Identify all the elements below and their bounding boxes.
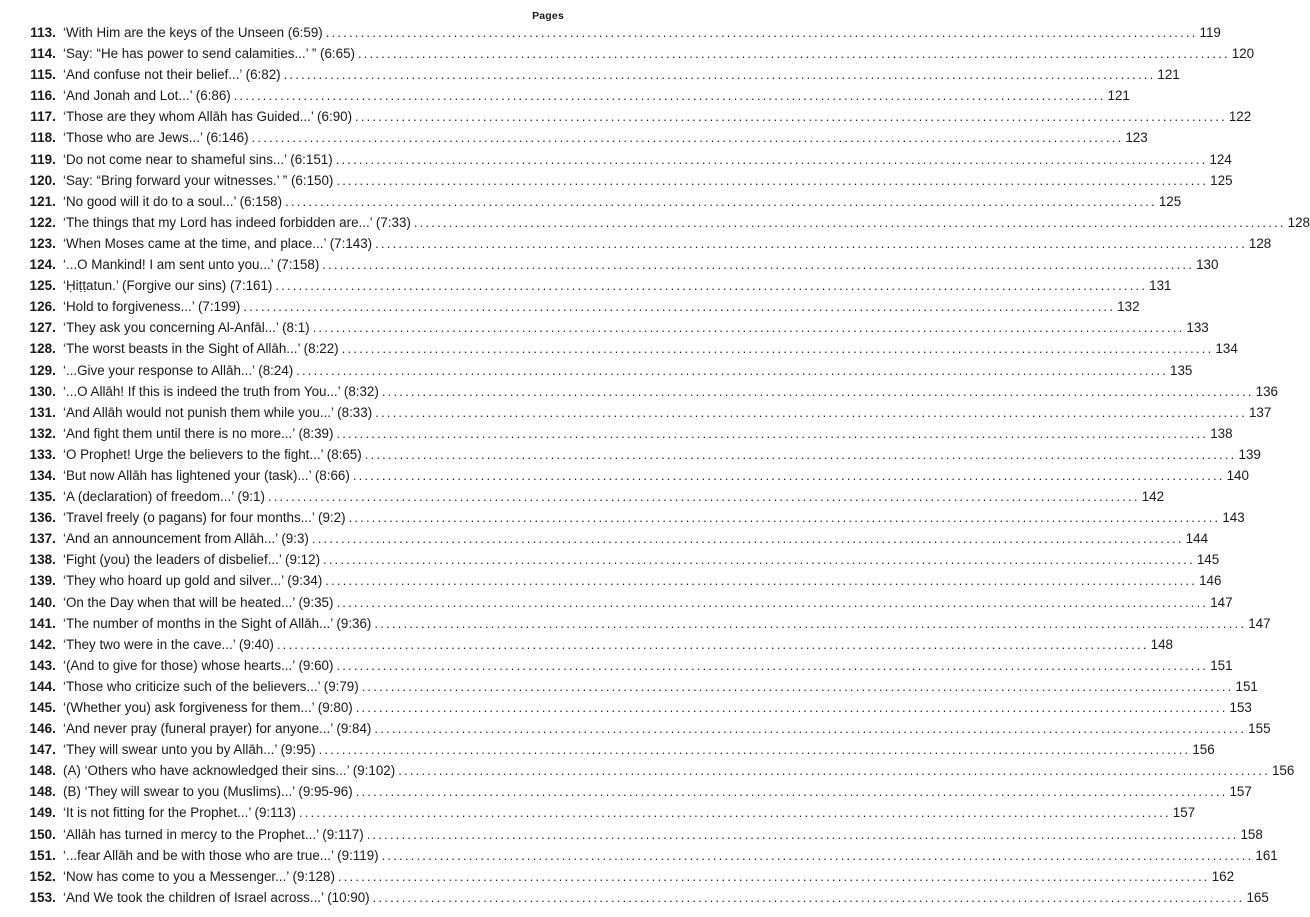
dot-leader: ...................................................................................................................................................... (375, 404, 1247, 420)
toc-entry (0, 570, 1222, 591)
entry-number: 137. (29, 531, 56, 547)
entry-title: ‘They ask you concerning Al-Anfāl...’ (8:1) (63, 320, 310, 336)
dot-leader: ...................................................................................................................................................... (352, 467, 1225, 483)
entry-number: 143. (29, 657, 56, 673)
toc-list (0, 22, 1310, 908)
toc-entry (0, 781, 1252, 802)
dot-leader: ...................................................................................................................................................... (398, 763, 1270, 779)
entry-line (63, 845, 1278, 866)
entry-number: 152. (29, 868, 56, 884)
entry-line (63, 866, 1235, 887)
entry-title: ‘And Jonah and Lot...’ (6:86) (63, 88, 231, 104)
entry-number: 117. (30, 109, 56, 125)
toc-entry (0, 191, 1182, 212)
dot-leader: ...................................................................................................................................................... (322, 257, 1195, 273)
entry-line (63, 43, 1255, 64)
dot-leader: ...................................................................................................................................................... (325, 25, 1198, 40)
entry-page-number: 147 (1248, 615, 1271, 631)
entry-page-number: 151 (1210, 657, 1233, 673)
entry-line (63, 739, 1215, 760)
entry-page-number: 142 (1141, 489, 1165, 505)
entry-page-number: 124 (1209, 151, 1232, 167)
entry-title: ‘(And to give for those) whose hearts...’ (9:60) (63, 657, 334, 673)
entry-title: ‘They who hoard up gold and silver...’ (9:34) (63, 573, 323, 589)
toc-entry (0, 338, 1238, 359)
entry-title: (B) ‘They will swear to you (Muslims)...’ (9:95-96) (63, 784, 353, 800)
entry-number: 142. (29, 636, 56, 652)
entry-title: ‘Ḥiṭṭatun.’ (Forgive our sins) (7:161) (63, 278, 273, 294)
entry-title: ‘Travel freely (o pagans) for four months...’ (9:2) (63, 510, 346, 526)
entry-line (63, 212, 1310, 233)
entry-page-number: 132 (1117, 299, 1140, 315)
toc-entry (0, 718, 1271, 739)
entry-page-number: 158 (1240, 826, 1263, 842)
entry-line (63, 402, 1272, 423)
toc-entry (0, 634, 1173, 655)
entry-title: ‘...O Allāh! If this is indeed the truth from You...’ (8:32) (63, 383, 379, 399)
dot-leader: ...................................................................................................................................................... (296, 362, 1169, 378)
entry-page-number: 133 (1186, 320, 1209, 336)
entry-number: 131. (29, 404, 56, 420)
entry-title: ‘Now has come to you a Messenger...’ (9:128) (63, 868, 335, 884)
dot-leader: ...................................................................................................................................................... (267, 489, 1140, 505)
toc-entry (0, 802, 1196, 823)
entry-number: 140. (29, 594, 56, 610)
entry-line (63, 360, 1193, 381)
entry-title: ‘O Prophet! Urge the believers to the fight...’ (8:65) (63, 446, 362, 462)
dot-leader: ...................................................................................................................................................... (325, 573, 1198, 589)
entry-title: ‘Those are they whom Allāh has Guided...’ (6:90) (63, 109, 353, 125)
dot-leader: ...................................................................................................................................................... (355, 784, 1228, 800)
entry-line (63, 655, 1233, 676)
toc-entry (0, 22, 1221, 43)
entry-line (63, 423, 1233, 444)
toc-entry (0, 212, 1310, 233)
entry-line (63, 549, 1220, 570)
entry-page-number: 125 (1210, 172, 1233, 188)
dot-leader: ...................................................................................................................................................... (374, 615, 1247, 631)
toc-entry (0, 317, 1209, 338)
entry-line (63, 824, 1263, 845)
toc-entry (0, 106, 1252, 127)
dot-leader: ...................................................................................................................................................... (355, 109, 1227, 125)
entry-title: ‘With Him are the keys of the Unseen (6:59) (63, 25, 323, 40)
toc-entry (0, 423, 1233, 444)
entry-title: ‘...Give your response to Allāh...’ (8:24) (63, 362, 294, 378)
entry-page-number: 155 (1248, 721, 1271, 737)
entry-page-number: 120 (1231, 46, 1255, 62)
entry-line (63, 676, 1258, 697)
entry-page-number: 128 (1248, 235, 1272, 251)
dot-leader: ...................................................................................................................................................... (323, 552, 1195, 568)
entry-number: 151. (29, 847, 56, 863)
entry-title: ‘Allāh has turned in mercy to the Prophet...’ (9:117) (63, 826, 364, 842)
dot-leader: ...................................................................................................................................................... (275, 278, 1148, 294)
dot-leader: ...................................................................................................................................................... (372, 889, 1245, 905)
entry-title: ‘Those who are Jews...’ (6:146) (63, 130, 249, 146)
dot-leader: ...................................................................................................................................................... (336, 425, 1209, 441)
entry-title: ‘Say: “He has power to send calamities...’ ” (6:65) (63, 46, 355, 62)
entry-title: ‘(Whether you) ask forgiveness for them...’ (9:80) (63, 700, 353, 715)
entry-page-number: 151 (1235, 678, 1258, 694)
dot-leader: ...................................................................................................................................................... (283, 67, 1156, 83)
dot-leader: ...................................................................................................................................................... (358, 46, 1230, 62)
entry-title: ‘And We took the children of Israel across...’ (10:90) (63, 889, 370, 905)
entry-line (63, 592, 1233, 613)
entry-line (63, 149, 1232, 170)
entry-page-number: 153 (1229, 700, 1252, 715)
toc-entry (0, 655, 1233, 676)
entry-page-number: 121 (1107, 88, 1130, 104)
entry-number: 128. (29, 341, 56, 357)
entry-line (63, 317, 1209, 338)
entry-page-number: 145 (1196, 552, 1220, 568)
entry-line (63, 127, 1148, 148)
entry-title: ‘No good will it do to a soul...’ (6:158) (63, 193, 283, 209)
entry-page-number: 148 (1150, 636, 1173, 652)
entry-line (63, 465, 1249, 486)
entry-line (63, 296, 1140, 317)
entry-page-number: 125 (1158, 193, 1182, 209)
dot-leader: ...................................................................................................................................................... (336, 657, 1209, 673)
entry-line (63, 191, 1182, 212)
toc-entry (0, 85, 1130, 106)
entry-page-number: 137 (1248, 404, 1272, 420)
entry-number: 148. (29, 763, 56, 779)
toc-entry (0, 845, 1278, 866)
entry-number: 141. (29, 615, 56, 631)
entry-number: 122. (29, 214, 56, 230)
entry-number: 138. (29, 552, 56, 568)
entry-page-number: 134 (1215, 341, 1238, 357)
entry-title: ‘...O Mankind! I am sent unto you...’ (7:158) (63, 257, 320, 273)
entry-title: ‘And an announcement from Allāh...’ (9:3) (63, 531, 309, 547)
pages-column-header: Pages (532, 10, 564, 22)
entry-line (63, 802, 1196, 823)
toc-entry (0, 64, 1180, 85)
entry-title: ‘On the Day when that will be heated...’ (9:35) (63, 594, 334, 610)
dot-leader: ...................................................................................................................................................... (336, 172, 1209, 188)
entry-page-number: 123 (1125, 130, 1148, 146)
entry-line (63, 338, 1238, 359)
dot-leader: ...................................................................................................................................................... (366, 826, 1239, 842)
entry-number: 146. (29, 721, 56, 737)
dot-leader: ...................................................................................................................................................... (381, 383, 1254, 399)
entry-line (63, 486, 1165, 507)
toc-entry (0, 528, 1209, 549)
dot-leader: ...................................................................................................................................................... (348, 510, 1221, 526)
toc-entry (0, 697, 1252, 718)
entry-number: 134. (29, 467, 56, 483)
entry-number: 125. (29, 278, 56, 294)
entry-page-number: 128 (1287, 214, 1310, 230)
entry-page-number: 156 (1271, 763, 1295, 779)
entry-title: ‘And never pray (funeral prayer) for anyone...’ (9:84) (63, 721, 372, 737)
entry-title: ‘...fear Allāh and be with those who are true...’ (9:119) (63, 847, 379, 863)
entry-number: 127. (29, 320, 56, 336)
toc-entry (0, 402, 1272, 423)
toc-entry (0, 887, 1269, 908)
toc-entry (0, 43, 1255, 64)
entry-number: 133. (29, 446, 56, 462)
entry-page-number: 156 (1192, 742, 1215, 758)
entry-line (63, 106, 1252, 127)
entry-number: 129. (29, 362, 56, 378)
toc-entry (0, 296, 1140, 317)
entry-title: ‘The things that my Lord has indeed forbidden are...’ (7:33) (63, 214, 411, 230)
entry-page-number: 122 (1228, 109, 1252, 125)
dot-leader: ...................................................................................................................................................... (336, 594, 1209, 610)
entry-page-number: 130 (1196, 257, 1219, 273)
entry-number: 148. (29, 784, 56, 800)
toc-entry (0, 360, 1193, 381)
entry-line (63, 22, 1221, 43)
entry-number: 144. (29, 678, 56, 694)
entry-title: ‘Fight (you) the leaders of disbelief...’ (9:12) (63, 552, 321, 568)
toc-entry (0, 465, 1249, 486)
toc-entry (0, 613, 1271, 634)
entry-page-number: 140 (1226, 467, 1249, 483)
entry-title: ‘Hold to forgiveness...’ (7:199) (63, 299, 241, 315)
entry-line (63, 233, 1272, 254)
toc-entry (0, 127, 1148, 148)
toc-entry (0, 233, 1272, 254)
entry-page-number: 161 (1255, 847, 1278, 863)
entry-number: 114. (30, 46, 56, 62)
entry-number: 126. (29, 299, 56, 315)
entry-title: (A) ‘Others who have acknowledged their sins...’ (9:102) (63, 763, 396, 779)
toc-entry (0, 444, 1261, 465)
entry-title: ‘Say: “Bring forward your witnesses.’ ” (6:150) (63, 172, 334, 188)
entry-number: 153. (29, 889, 56, 905)
entry-page-number: 146 (1199, 573, 1222, 589)
entry-page-number: 121 (1157, 67, 1180, 83)
entry-number: 135. (29, 489, 56, 505)
entry-number: 113. (30, 25, 56, 40)
entry-line (63, 64, 1180, 85)
dot-leader: ...................................................................................................................................................... (285, 193, 1157, 209)
toc-entry (0, 549, 1220, 570)
dot-leader: ...................................................................................................................................................... (311, 531, 1184, 547)
entry-number: 150. (29, 826, 56, 842)
entry-line (63, 507, 1245, 528)
entry-line (63, 85, 1130, 106)
entry-page-number: 165 (1246, 889, 1269, 905)
dot-leader: ...................................................................................................................................................... (337, 868, 1210, 884)
entry-line (63, 613, 1271, 634)
entry-title: ‘But now Allāh has lightened your (task)...’ (8:66) (63, 467, 350, 483)
entry-number: 136. (29, 510, 56, 526)
entry-number: 130. (29, 383, 56, 399)
dot-leader: ...................................................................................................................................................... (361, 678, 1234, 694)
entry-page-number: 143 (1222, 510, 1245, 526)
entry-page-number: 139 (1238, 446, 1261, 462)
toc-entry (0, 824, 1263, 845)
entry-page-number: 138 (1210, 425, 1233, 441)
entry-page-number: 119 (1199, 25, 1221, 40)
dot-leader: ...................................................................................................................................................... (276, 636, 1149, 652)
dot-leader: ...................................................................................................................................................... (374, 721, 1247, 737)
entry-line (63, 718, 1271, 739)
entry-title: ‘It is not fitting for the Prophet...’ (9:113) (63, 805, 296, 821)
dot-leader: ...................................................................................................................................................... (233, 88, 1106, 104)
dot-leader: ...................................................................................................................................................... (413, 214, 1286, 230)
entry-page-number: 157 (1172, 805, 1196, 821)
entry-title: ‘They will swear unto you by Allāh...’ (9:95) (63, 742, 316, 758)
entry-number: 132. (29, 425, 56, 441)
entry-page-number: 136 (1255, 383, 1278, 399)
entry-line (63, 528, 1209, 549)
toc-entry (0, 676, 1258, 697)
entry-page-number: 135 (1170, 362, 1193, 378)
entry-number: 115. (30, 67, 56, 83)
entry-page-number: 162 (1211, 868, 1235, 884)
entry-line (63, 781, 1252, 802)
entry-title: ‘And fight them until there is no more...’ (8:39) (63, 425, 334, 441)
entry-number: 139. (29, 573, 56, 589)
entry-line (63, 381, 1278, 402)
entry-line (63, 170, 1233, 191)
dot-leader: ...................................................................................................................................................... (375, 235, 1247, 251)
toc-entry (0, 149, 1232, 170)
dot-leader: ...................................................................................................................................................... (335, 151, 1208, 167)
entry-page-number: 144 (1185, 531, 1209, 547)
entry-line (63, 634, 1173, 655)
entry-number: 149. (29, 805, 56, 821)
toc-entry (0, 254, 1219, 275)
entry-number: 123. (29, 235, 56, 251)
toc-entry (0, 739, 1215, 760)
entry-line (63, 697, 1252, 718)
entry-title: ‘Do not come near to shameful sins...’ (6:151) (63, 151, 333, 167)
toc-entry (0, 507, 1245, 528)
entry-line (63, 254, 1219, 275)
toc-entry (0, 486, 1165, 507)
dot-leader: ...................................................................................................................................................... (341, 341, 1214, 357)
entry-number: 147. (29, 742, 56, 758)
entry-title: ‘The worst beasts in the Sight of Allāh...’ (8:22) (63, 341, 339, 357)
entry-title: ‘And confuse not their belief...’ (6:82) (63, 67, 281, 83)
dot-leader: ...................................................................................................................................................... (298, 805, 1171, 821)
entry-number: 116. (30, 88, 56, 104)
entry-number: 121. (29, 193, 56, 209)
dot-leader: ...................................................................................................................................................... (381, 847, 1254, 863)
toc-entry (0, 592, 1233, 613)
entry-line (63, 887, 1269, 908)
entry-title: ‘When Moses came at the time, and place...’ (7:143) (63, 235, 373, 251)
entry-page-number: 131 (1149, 278, 1172, 294)
entry-number: 124. (29, 257, 56, 273)
entry-title: ‘The number of months in the Sight of Allāh...’ (9:36) (63, 615, 372, 631)
entry-page-number: 157 (1229, 784, 1252, 800)
entry-title: ‘Those who criticize such of the believers...’ (9:79) (63, 678, 359, 694)
toc-entry (0, 381, 1278, 402)
entry-line (63, 760, 1295, 781)
entry-title: ‘A (declaration) of freedom...’ (9:1) (63, 489, 265, 505)
dot-leader: ...................................................................................................................................................... (243, 299, 1116, 315)
dot-leader: ...................................................................................................................................................... (318, 742, 1191, 758)
toc-entry (0, 275, 1172, 296)
entry-page-number: 147 (1210, 594, 1233, 610)
entry-line (63, 444, 1261, 465)
entry-number: 118. (30, 130, 56, 146)
dot-leader: ...................................................................................................................................................... (364, 446, 1237, 462)
entry-title: ‘They two were in the cave...’ (9:40) (63, 636, 274, 652)
entry-title: ‘And Allāh would not punish them while you...’ (8:33) (63, 404, 373, 420)
toc-entry (0, 866, 1235, 887)
dot-leader: ...................................................................................................................................................... (251, 130, 1124, 146)
dot-leader: ...................................................................................................................................................... (312, 320, 1185, 336)
entry-line (63, 570, 1222, 591)
toc-entry (0, 760, 1295, 781)
entry-number: 120. (29, 172, 56, 188)
entry-line (63, 275, 1172, 296)
toc-entry (0, 170, 1233, 191)
entry-number: 145. (29, 700, 56, 715)
entry-number: 119. (30, 151, 56, 167)
dot-leader: ...................................................................................................................................................... (355, 700, 1228, 715)
